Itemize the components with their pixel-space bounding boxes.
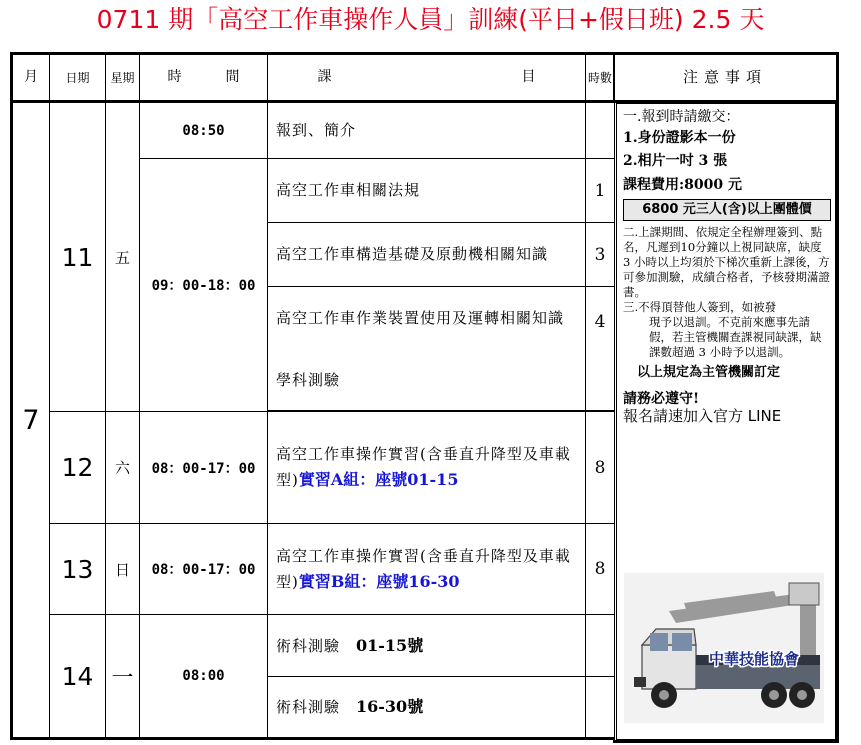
date-11: 11: [50, 102, 106, 412]
time-cell: 08:50: [140, 102, 268, 159]
time-cell: 08:00: [140, 615, 268, 739]
course-subject: 高空工作車相關法規: [268, 159, 586, 223]
hours-cell: 1: [586, 159, 615, 223]
course-subject: 術科測驗 16-30號: [268, 677, 586, 739]
note-comply: 請務必遵守!: [623, 391, 700, 407]
page-title: 0711 期「高空工作車操作人員」訓練(平日+假日班) 2.5 天: [96, 5, 765, 34]
group-price: 6800 元三人(含)以上團體價: [623, 199, 831, 221]
notes-body: [616, 103, 836, 740]
course-subject: 高空工作車構造基礎及原動機相關知識: [268, 223, 586, 287]
weekday-12: 六: [106, 412, 140, 524]
notes-header: 注意事項: [613, 55, 836, 103]
course-fee: 課程費用:8000 元: [623, 177, 743, 193]
hours-cell: 8: [586, 412, 615, 524]
date-12: 12: [50, 412, 106, 524]
logo-text: 中華技能協會: [708, 650, 800, 668]
hours-cell: [586, 677, 615, 739]
weekday-11: 五: [106, 102, 140, 412]
header-course: 課 目: [268, 54, 586, 102]
time-cell: 08：00-17：00: [140, 524, 268, 615]
course-subject: 術科測驗 01-15號: [268, 615, 586, 677]
month-cell: 7: [12, 102, 50, 739]
hours-cell: 8: [586, 524, 615, 615]
line-signup: 報名請速加入官方 LINE: [623, 407, 782, 425]
date-13: 13: [50, 524, 106, 615]
course-subject: 學科測驗: [268, 351, 586, 411]
course-subject: 高空工作車操作實習(含垂直升降型及車載型)實習B組：座號16-30: [268, 524, 586, 615]
weekday-13: 日: [106, 524, 140, 615]
course-subject: 高空工作車操作實習(含垂直升降型及車載型)實習A組：座號01-15: [268, 412, 586, 524]
note-authority: 以上規定為主管機關訂定: [637, 365, 781, 380]
hours-cell: 3: [586, 223, 615, 287]
header-hours: 時數: [586, 54, 615, 102]
note-attendance: 二.上課期間、依規定全程辦理簽到、點名，凡遲到10分鐘以上視同缺席，缺度 3 小時以上均須於下梯次重新上課後，方可參加測驗，成績合格者，予核發期滿證書。: [623, 225, 830, 299]
schedule-table: [10, 52, 615, 740]
header-time: 時 間: [140, 54, 268, 102]
time-cell: 08：00-17：00: [140, 412, 268, 524]
practice-group-b: 實習B組：座號16-30: [298, 571, 460, 591]
truck-bucket: [789, 583, 819, 605]
header-weekday: 星期: [106, 54, 140, 102]
note-photos: 2.相片一吋 3 張: [623, 153, 728, 169]
course-subject: 高空工作車作業裝置使用及運轉相關知識: [268, 287, 586, 351]
notes-panel: [613, 52, 839, 743]
hours-cell: [586, 615, 615, 677]
note-id-copy: 1.身份證影本一份: [623, 130, 736, 146]
practice-group-a: 實習A組：座號01-15: [298, 470, 459, 489]
bucket-truck-logo: [624, 573, 824, 723]
date-14: 14: [50, 615, 106, 739]
weekday-14: 一: [106, 615, 140, 739]
hours-cell: 4: [586, 287, 615, 411]
note-substitute: 三.不得頂替他人簽到，如被發 現予以退訓。不克前來應事先請假，若主管機關查課視同缺課，缺課數超過 3 小時予以退訓。: [623, 300, 822, 359]
header-date: 日期: [50, 54, 106, 102]
header-month: 月: [12, 54, 50, 102]
note-checkin: 一.報到時請繳交：: [623, 109, 740, 125]
hours-cell: [586, 102, 615, 159]
course-subject: 報到、簡介: [268, 102, 586, 159]
time-cell: 09：00-18：00: [140, 159, 268, 412]
